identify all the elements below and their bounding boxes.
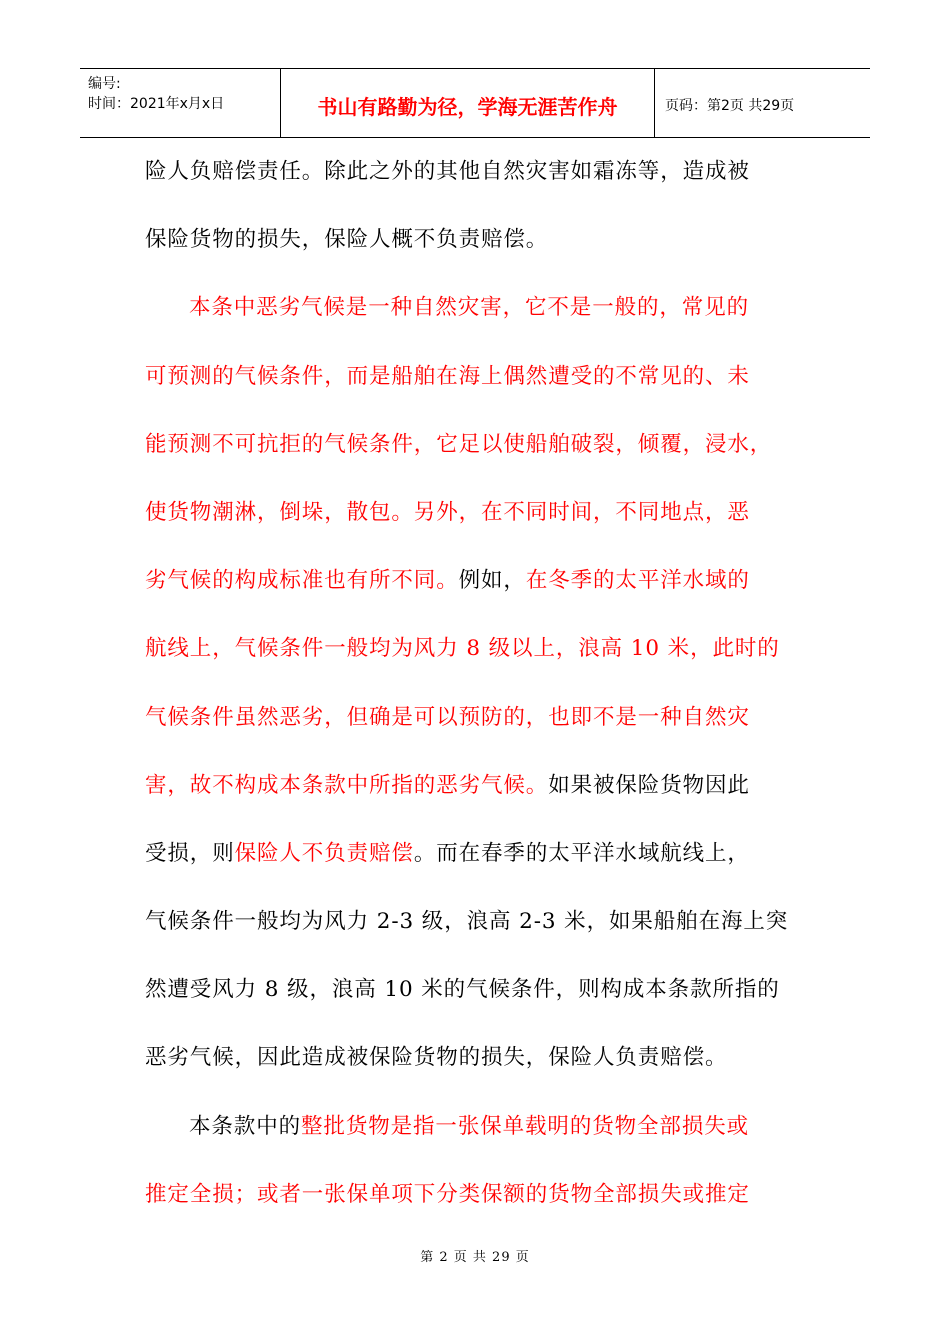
text-line	[145, 1161, 813, 1229]
text-run: 气候条件一般均为风力 2-3 级，浪高 2-3 米，如果船舶在海上突	[145, 909, 789, 935]
text-run: 本条款中的	[189, 1113, 302, 1139]
text-line	[145, 206, 813, 274]
text-line	[145, 820, 813, 888]
text-line	[145, 479, 813, 547]
highlighted-text-run: 气候条件虽然恶劣，但确是可以预防的，也即不是一种自然灾	[145, 704, 750, 730]
text-line	[145, 956, 813, 1024]
text-run: 险人负赔偿责任。除此之外的其他自然灾害如霜冻等，造成被	[145, 159, 750, 184]
text-run: 保险货物的损失，保险人概不负责赔偿。	[145, 227, 549, 253]
text-run: 如果被保险货物因此	[548, 772, 750, 798]
text-line	[145, 615, 813, 683]
document-date-label: 时间：2021年x月x日	[88, 96, 225, 112]
text-run: 恶劣气候，因此造成被保险货物的损失，保险人负责赔偿。	[145, 1045, 728, 1071]
text-line	[145, 274, 813, 342]
highlighted-text-run: 使货物潮淋，倒垛，散包。另外，在不同时间，不同地点，恶	[145, 499, 750, 525]
document-number-label: 编号:	[88, 76, 121, 92]
text-line	[145, 547, 813, 615]
page-footer: 第 2 页 共 29 页	[420, 1250, 530, 1265]
highlighted-text-run: 可预测的气候条件，而是船舶在海上偶然遭受的不常见的、未	[145, 363, 750, 389]
text-run: 例如，	[458, 568, 526, 594]
text-line	[145, 343, 813, 411]
highlighted-text-run: 劣气候的构成标准也有所不同。	[145, 568, 459, 594]
text-run: 然遭受风力 8 级，浪高 10 米的气候条件，则构成本条款所指的	[145, 977, 780, 1003]
highlighted-text-run: 整批货物是指一张保单载明的货物全部损失或	[301, 1113, 750, 1139]
highlighted-text-run: 本条中恶劣气候是一种自然灾害，它不是一般的，常见的	[189, 295, 750, 321]
page-header	[80, 68, 870, 138]
highlighted-text-run: 保险人不负责赔偿	[234, 840, 414, 866]
text-line	[145, 1024, 813, 1092]
highlighted-text-run: 在冬季的太平洋水域的	[525, 568, 750, 594]
text-run: 。而在春季的太平洋水域航线上，	[413, 840, 750, 866]
highlighted-text-run: 推定全损；或者一张保单项下分类保额的货物全部损失或推定	[145, 1181, 750, 1207]
text-run: 受损，则	[145, 840, 235, 866]
text-line	[145, 411, 813, 479]
header-meta-cell	[80, 69, 281, 137]
text-line	[145, 888, 813, 956]
header-page-number: 页码：第2页 共29页	[665, 98, 795, 114]
document-body	[145, 138, 813, 1229]
highlighted-text-run: 害，故不构成本条款中所指的恶劣气候。	[145, 772, 549, 798]
highlighted-text-run: 航线上，气候条件一般均为风力 8 级以上，浪高 10 米，此时的	[145, 636, 780, 662]
text-line	[145, 138, 813, 206]
text-line	[145, 752, 813, 820]
text-line	[145, 684, 813, 752]
header-motto: 书山有路勤为径，学海无涯苦作舟	[281, 69, 655, 137]
text-line	[145, 1093, 813, 1161]
highlighted-text-run: 能预测不可抗拒的气候条件，它足以使船舶破裂，倾覆，浸水，	[145, 431, 773, 457]
